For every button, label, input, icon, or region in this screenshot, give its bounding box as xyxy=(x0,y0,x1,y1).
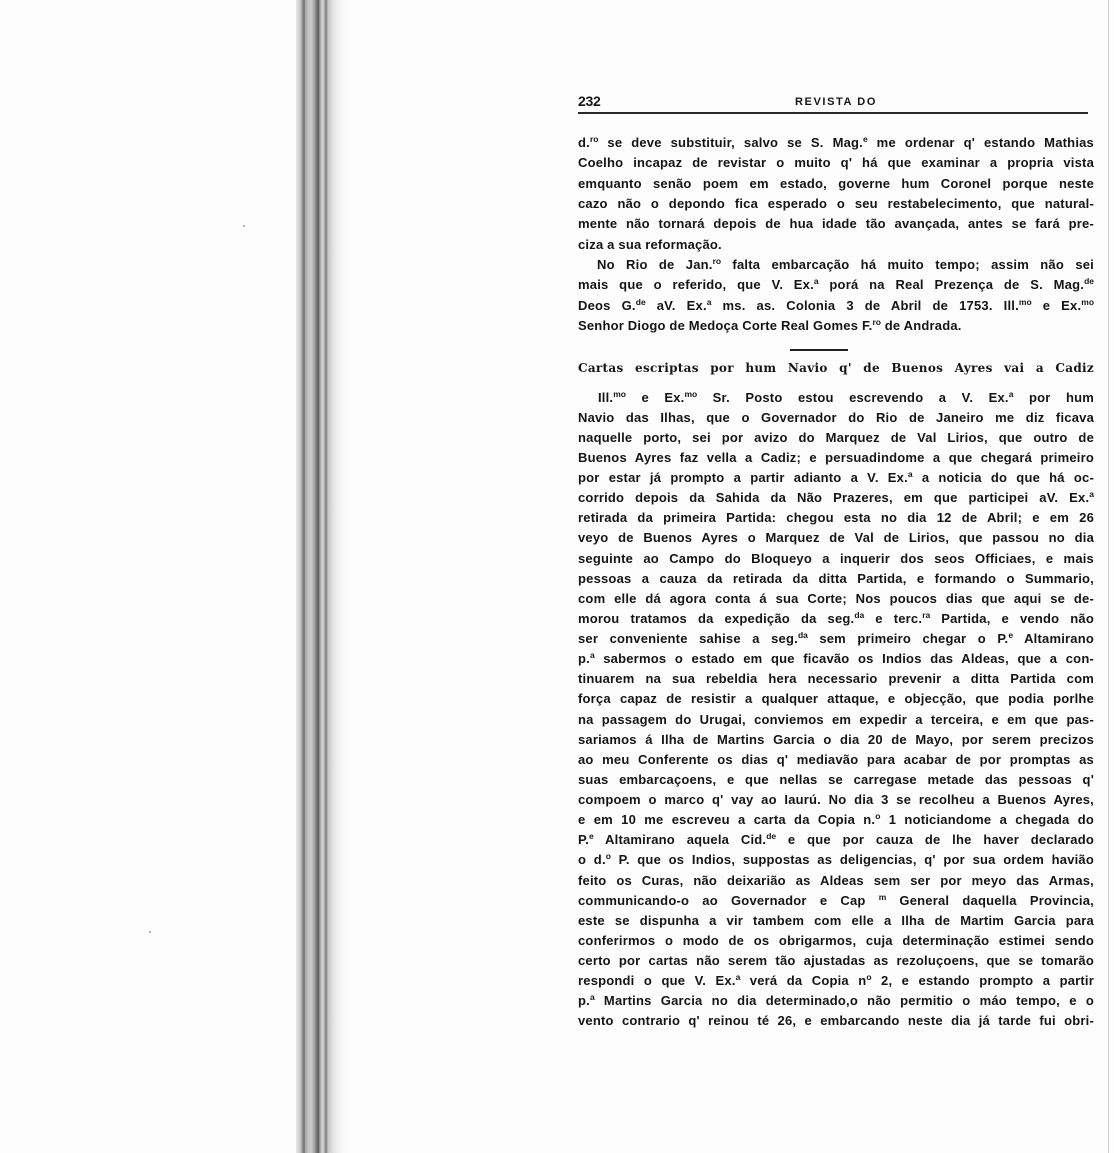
binding-gutter-shadow xyxy=(296,0,346,1153)
text-run: força capaz de resistir a qualquer attaque, e objecção, que podia porlhe xyxy=(578,691,1094,707)
text-run: retirada da primeira Partida: chegou esta no dia 12 de Abril; e em 26 xyxy=(578,510,1094,526)
text-line xyxy=(578,891,1094,911)
text-run: suas embarcaçoens, e que nellas se carregase metade das pessoas q' xyxy=(578,771,1094,787)
text-run: e terc. xyxy=(864,610,923,626)
text-line xyxy=(578,609,1094,629)
text-run: General daquella Provincia, xyxy=(886,892,1094,908)
superscript-abbreviation: e xyxy=(1008,630,1014,640)
text-run: corrido depois da Sahida da Não Prazeres, em que participei aV. Ex. xyxy=(578,490,1090,506)
text-run: Buenos Ayres faz vella a Cadiz; e persuadindome a que chegará primeiro xyxy=(578,449,1094,465)
text-line xyxy=(578,951,1094,971)
text-line xyxy=(578,194,1094,214)
text-run: ciza a sua reformação. xyxy=(578,236,722,252)
superscript-abbreviation: m xyxy=(878,891,887,902)
text-run: certo por cartas não serem tão ajustadas as rezoluçoens, que se tomarão xyxy=(578,953,1094,968)
text-line xyxy=(578,770,1094,790)
text-run: por hum xyxy=(1013,389,1094,405)
text-run: Senhor Diogo de Medoça Corte Real Gomes F. xyxy=(578,318,873,334)
text-line xyxy=(578,689,1094,709)
superscript-abbreviation: e xyxy=(862,134,868,144)
text-run: cazo não o depondo fica esperado o seu restabelecimento, que natural- xyxy=(578,196,1094,212)
superscript-abbreviation: mo xyxy=(684,388,698,399)
text-run: porá na Real Prezença de S. Mag. xyxy=(818,277,1085,293)
text-run: Altamirano xyxy=(1013,631,1094,646)
text-run: o d. xyxy=(578,852,606,868)
text-line xyxy=(578,830,1094,850)
text-run: e que por cauza de lhe haver declarado xyxy=(776,832,1094,848)
text-line xyxy=(578,991,1094,1011)
superscript-abbreviation: de xyxy=(635,296,646,307)
running-title: REVISTA DO xyxy=(795,96,878,108)
text-line xyxy=(578,255,1094,275)
text-run: mais que o referido, que V. Ex. xyxy=(578,277,814,293)
superscript-abbreviation: mo xyxy=(1081,296,1094,307)
text-run: sariamos á Ilha de Martins Garcia o dia 20 de Mayo, por serem precizos xyxy=(578,731,1094,747)
text-run: ao meu Conferente os dias q' mediavão para acabar de por promptas as xyxy=(578,751,1094,767)
text-run: ms. as. Colonia 3 de Abril de 1753. Ill. xyxy=(711,297,1019,313)
text-run: vento contrario q' reinou té 26, e embarcando neste dia já tarde fui obri- xyxy=(578,1013,1094,1029)
section-divider-rule xyxy=(790,349,848,351)
text-run: Coelho incapaz de revistar o muito q' há que examinar a propria vista xyxy=(578,155,1094,171)
text-run: sabermos o estado em que ficavão os Indios das Aldeas, que a con- xyxy=(594,651,1094,667)
superscript-abbreviation: da xyxy=(854,609,865,620)
text-run: P. xyxy=(578,832,590,848)
superscript-abbreviation: de xyxy=(766,831,777,842)
text-run: pessoas a cauza da retirada da ditta Partida, e formando o Summario, xyxy=(578,570,1094,586)
text-run: d. xyxy=(578,135,590,150)
text-run: Partida, e vendo não xyxy=(930,610,1094,626)
text-run: verá da Copia n xyxy=(740,973,867,989)
text-line xyxy=(578,388,1094,408)
text-run: Altamirano aquela Cid. xyxy=(593,832,767,848)
text-line xyxy=(578,730,1094,750)
text-line xyxy=(578,235,1094,255)
superscript-abbreviation: a xyxy=(706,296,712,307)
text-line xyxy=(578,971,1094,991)
superscript-abbreviation: e xyxy=(589,831,594,842)
scan-speck xyxy=(149,931,151,933)
scan-speck xyxy=(243,225,245,227)
text-run: tinuarem na sua rebeldia hera necessario prevenir a ditta Partida com xyxy=(578,671,1094,687)
text-run: me ordenar q' estando Mathias xyxy=(867,135,1094,150)
superscript-abbreviation: ra xyxy=(922,609,931,620)
section-heading: Cartas escriptas por hum Navio q' de Buenos Ayres vai a Cadiz xyxy=(578,361,1094,375)
text-run: mente não tornará depois de hua idade tão avançada, antes se fará pre- xyxy=(578,216,1094,232)
superscript-abbreviation: ro xyxy=(872,317,881,328)
superscript-abbreviation: mo xyxy=(613,388,626,399)
text-line xyxy=(578,214,1094,234)
text-line xyxy=(578,153,1094,173)
text-run: se deve substituir, salvo se S. Mag. xyxy=(598,135,863,150)
text-run: p. xyxy=(578,993,590,1009)
text-run: naquelle porto, sei por avizo do Marquez de Val Lirios, que outro de xyxy=(578,429,1094,445)
text-run: de Andrada. xyxy=(880,318,962,334)
text-run: communicando-o ao Governador e Cap xyxy=(578,892,879,908)
text-line xyxy=(578,649,1094,669)
text-line xyxy=(578,488,1094,508)
text-line xyxy=(578,629,1094,649)
text-run: Navio das Ilhas, que o Governador do Rio de Janeiro me diz ficava xyxy=(578,409,1094,425)
page-edge xyxy=(1108,0,1109,1153)
text-run: conferirmos o modo de os obrigarmos, cuja determinação estimei sendo xyxy=(578,932,1094,948)
text-run: morou tratamos da expedição da seg. xyxy=(578,610,855,626)
text-run: 1 noticiandome a chegada do xyxy=(880,812,1094,828)
text-line xyxy=(578,296,1094,316)
text-run: e Ex. xyxy=(1031,297,1082,313)
text-line xyxy=(578,133,1094,153)
text-line xyxy=(578,589,1094,609)
text-run: falta embarcação há muito tempo; assim não sei xyxy=(721,257,1094,273)
text-run: Sr. Posto estou escrevendo a V. Ex. xyxy=(697,389,1009,405)
text-line xyxy=(578,750,1094,770)
text-run: veyo de Buenos Ayres o Marquez de Val de Lirios, que passou no dia xyxy=(578,530,1094,546)
text-line xyxy=(578,508,1094,528)
text-line xyxy=(578,850,1094,870)
text-run: ser conveniente sahise a seg. xyxy=(578,631,798,646)
text-line xyxy=(578,810,1094,830)
superscript-abbreviation: o xyxy=(605,851,611,862)
text-line xyxy=(578,569,1094,589)
text-run: respondi o que V. Ex. xyxy=(578,973,736,989)
text-line xyxy=(578,428,1094,448)
superscript-abbreviation: a xyxy=(1008,388,1014,399)
text-run: com elle dá agora conta á sua Corte; Nos poucos dias que aqui se de- xyxy=(578,590,1094,606)
text-run: a noticia do que há oc- xyxy=(912,470,1094,485)
text-run: sem primeiro chegar o P. xyxy=(807,631,1009,646)
text-run: No Rio de Jan. xyxy=(597,257,713,273)
text-run: e em 10 me escreveu a carta da Copia n. xyxy=(578,812,876,828)
superscript-abbreviation: ro xyxy=(712,256,722,267)
header-rule xyxy=(578,112,1088,114)
text-line xyxy=(578,871,1094,891)
superscript-abbreviation: a xyxy=(589,992,595,1003)
text-line xyxy=(578,448,1094,468)
text-run: 2, e estando prompto a partir xyxy=(871,973,1094,989)
text-run: feito os Curas, não deixarião as Aldeas sem ser por meyo das Armas, xyxy=(578,872,1094,888)
text-line xyxy=(578,790,1094,810)
letter-continuation-text xyxy=(578,133,1094,336)
text-run: compoem o marco q' vay ao Iaurú. No dia 3 se recolheu a Buenos Ayres, xyxy=(578,792,1094,807)
superscript-abbreviation: mo xyxy=(1018,296,1032,307)
text-line xyxy=(578,316,1094,336)
text-run: seguinte ao Campo do Bloqueyo a inquerir dos seos Officiaes, e mais xyxy=(578,550,1094,566)
superscript-abbreviation: o xyxy=(875,811,881,822)
superscript-abbreviation: a xyxy=(589,650,595,661)
superscript-abbreviation: ro xyxy=(589,134,599,144)
text-line xyxy=(578,931,1094,951)
text-run: por estar já prompto a partir adianto a V. Ex. xyxy=(578,470,908,485)
superscript-abbreviation: a xyxy=(1089,489,1094,500)
text-line xyxy=(578,911,1094,931)
text-line xyxy=(578,710,1094,730)
superscript-abbreviation: a xyxy=(813,276,819,287)
text-line xyxy=(578,468,1094,488)
text-run: p. xyxy=(578,651,590,667)
text-run: Martins Garcia no dia determinado,o não permitio o máo tempo, e o xyxy=(594,993,1094,1009)
page-number: 232 xyxy=(578,93,601,109)
text-run: este se dispunha a vir tambem com elle a Ilha de Martim Garcia para xyxy=(578,912,1094,928)
text-run: P. que os Indios, suppostas as deligencias, q' por sua ordem havião xyxy=(610,852,1094,868)
letter-body-text xyxy=(578,388,1094,1032)
text-line xyxy=(578,669,1094,689)
text-line xyxy=(578,528,1094,548)
text-run: e Ex. xyxy=(626,389,685,405)
superscript-abbreviation: da xyxy=(797,630,808,640)
superscript-abbreviation: o xyxy=(866,972,872,983)
text-run: Ill. xyxy=(598,389,614,405)
text-line xyxy=(578,408,1094,428)
superscript-abbreviation: a xyxy=(907,469,913,479)
text-run: na passagem do Urugai, conviemos em expedir a terceira, e em que pas- xyxy=(578,711,1094,727)
text-run: aV. Ex. xyxy=(645,297,707,313)
superscript-abbreviation: a xyxy=(735,972,741,983)
text-line xyxy=(578,1011,1094,1031)
superscript-abbreviation: de xyxy=(1084,276,1094,287)
text-line xyxy=(578,174,1094,194)
text-run: Deos G. xyxy=(578,297,636,313)
text-line xyxy=(578,275,1094,295)
text-run: emquanto senão poem em estado, governe hum Coronel porque neste xyxy=(578,175,1094,191)
text-line xyxy=(578,549,1094,569)
